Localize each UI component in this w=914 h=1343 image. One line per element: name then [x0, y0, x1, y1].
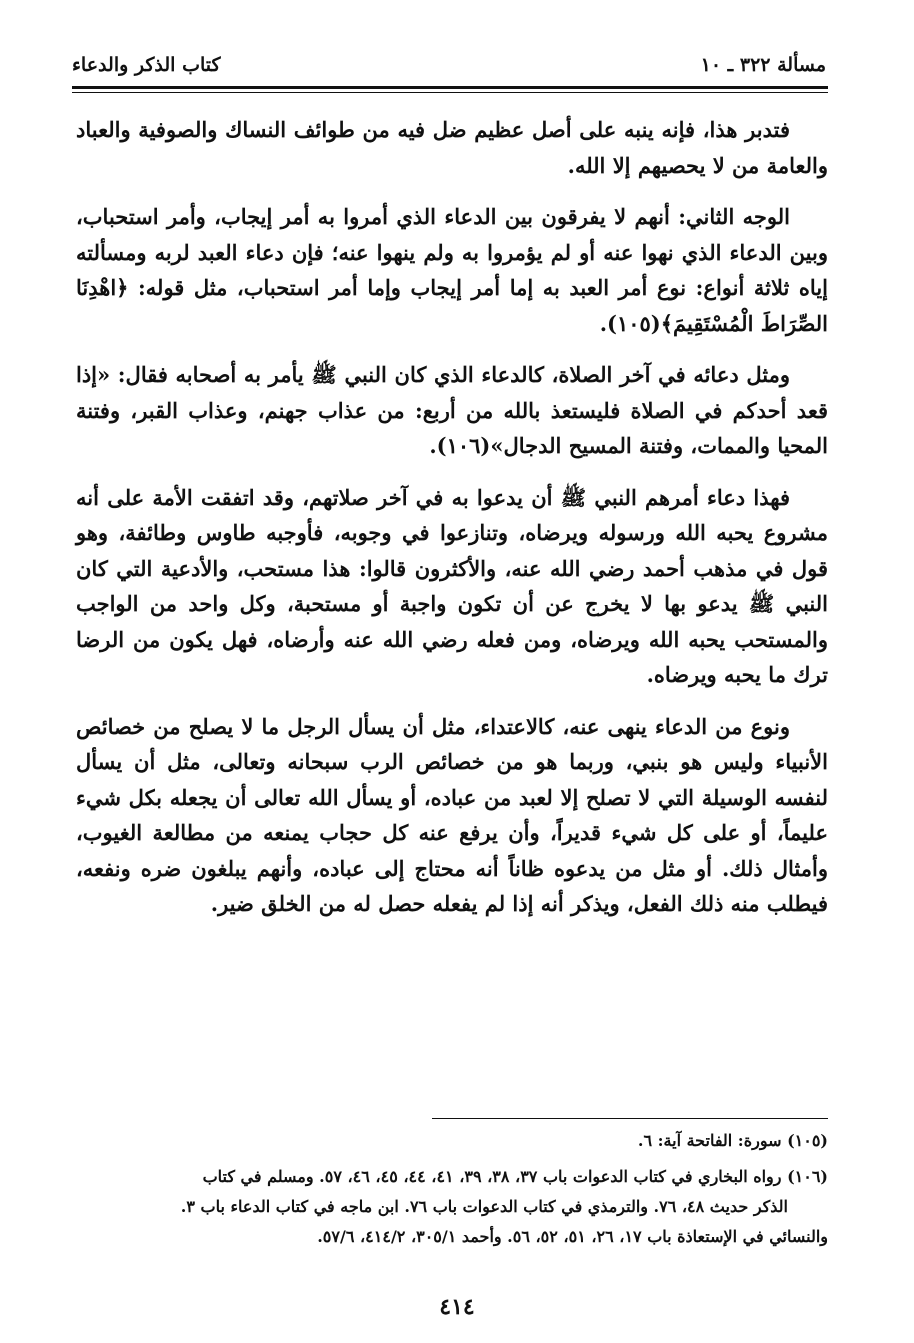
footnote-separator — [432, 1118, 828, 1119]
paragraph-5: ونوع من الدعاء ينهى عنه، كالاعتداء، مثل أن يسأل الرجل ما لا يصلح من خصائص الأنبياء وليس هو بنبي، وربما هو من خصائص الرب سبحانه وتعالى، مثل أن يسأل لنفسه الوسيلة التي لا تصلح إلا لعبد من عباده، أو يسأل الله تعالى أن يجعله بكل شيء عليماً، أو على كل شيء قديراً، وأن يرفع عنه كل حجاب يمنعه من مطالعة الغيوب، وأمثال ذلك. أو مثل من يدعوه ظاناً أنه محتاج إلى عباده، وأنهم يبلغون ضره ونفعه، فيطلب منه ذلك الفعل، ويذكر أنه إذا لم يفعله حصل له من الخلق ضير. — [76, 713, 828, 916]
book-title: كتاب الذكر والدعاء — [72, 54, 221, 76]
body-text — [76, 112, 828, 938]
header-rule-thick — [72, 86, 828, 89]
footnotes — [76, 1126, 828, 1258]
footnote-106-line2: الذكر حديث ٤٨، ٧٦. والترمذي في كتاب الدعوات باب ٧٦. ابن ماجه في كتاب الدعاء باب ٣. — [180, 1197, 788, 1216]
footnote-106-line3: والنسائي في الإستعاذة باب ١٧، ٢٦، ٥١، ٥٢، ٥٦. وأحمد ٣٠٥/١، ٤١٤/٢، ٥٧/٦. — [317, 1227, 828, 1246]
issue-number: مسألة ٣٢٢ ـ ١٠ — [700, 54, 826, 76]
paragraph-2: الوجه الثاني: أنهم لا يفرقون بين الدعاء الذي أمروا به أمر إيجاب، وأمر استحباب، وبين الدعاء الذي نهوا عنه أو لم يؤمروا به ولم ينهوا عنه؛ فإن دعاء العبد لربه ومسألته إياه ثلاثة أنواع: نوع أمر العبد به إما أمر إيجاب وإما أمر استحباب، مثل قوله: ﴿اهْدِنَا الصِّرَاطَ الْمُسْتَقِيمَ﴾(١٠٥). — [76, 204, 828, 336]
footnote-106-line1: (١٠٦) رواه البخاري في كتاب الدعوات باب ٣٧، ٣٨، ٣٩، ٤١، ٤٤، ٤٥، ٤٦، ٥٧. ومسلم في كتاب — [202, 1167, 828, 1186]
paragraph-4: فهذا دعاء أمرهم النبي ﷺ أن يدعوا به في آخر صلاتهم، وقد اتفقت الأمة على أنه مشروع يحبه الله ورسوله ويرضاه، وتنازعوا في وجوبه، فأوجبه طاوس وطائفة، وهو قول في مذهب أحمد رضي الله عنه، والأكثرون قالوا: هذا مستحب، والأدعية التي كان النبي ﷺ يدعو بها لا يخرج عن أن تكون واجبة أو مستحبة، وكل واحد من الواجب والمستحب يحبه الله ويرضاه، ومن فعله رضي الله عنه وأرضاه، فهل يكون من الرضا ترك ما يحبه ويرضاه. — [76, 484, 828, 687]
page-number: ٤١٤ — [439, 1294, 475, 1320]
page-header — [72, 50, 826, 84]
paragraph-3: ومثل دعائه في آخر الصلاة، كالدعاء الذي كان النبي ﷺ يأمر به أصحابه فقال: «إذا قعد أحدكم في الصلاة فليستعذ بالله من أربع: من عذاب جهنم، وعذاب القبر، وفتنة المحيا والممات، وفتنة المسيح الدجال»(١٠٦). — [76, 362, 828, 458]
footnote-105: (١٠٥) سورة: الفاتحة آية: ٦. — [637, 1131, 828, 1150]
header-rule-thin — [72, 92, 828, 93]
paragraph-1: فتدبر هذا، فإنه ينبه على أصل عظيم ضل فيه من طوائف النساك والصوفية والعباد والعامة من لا يحصيهم إلا الله. — [76, 117, 828, 178]
